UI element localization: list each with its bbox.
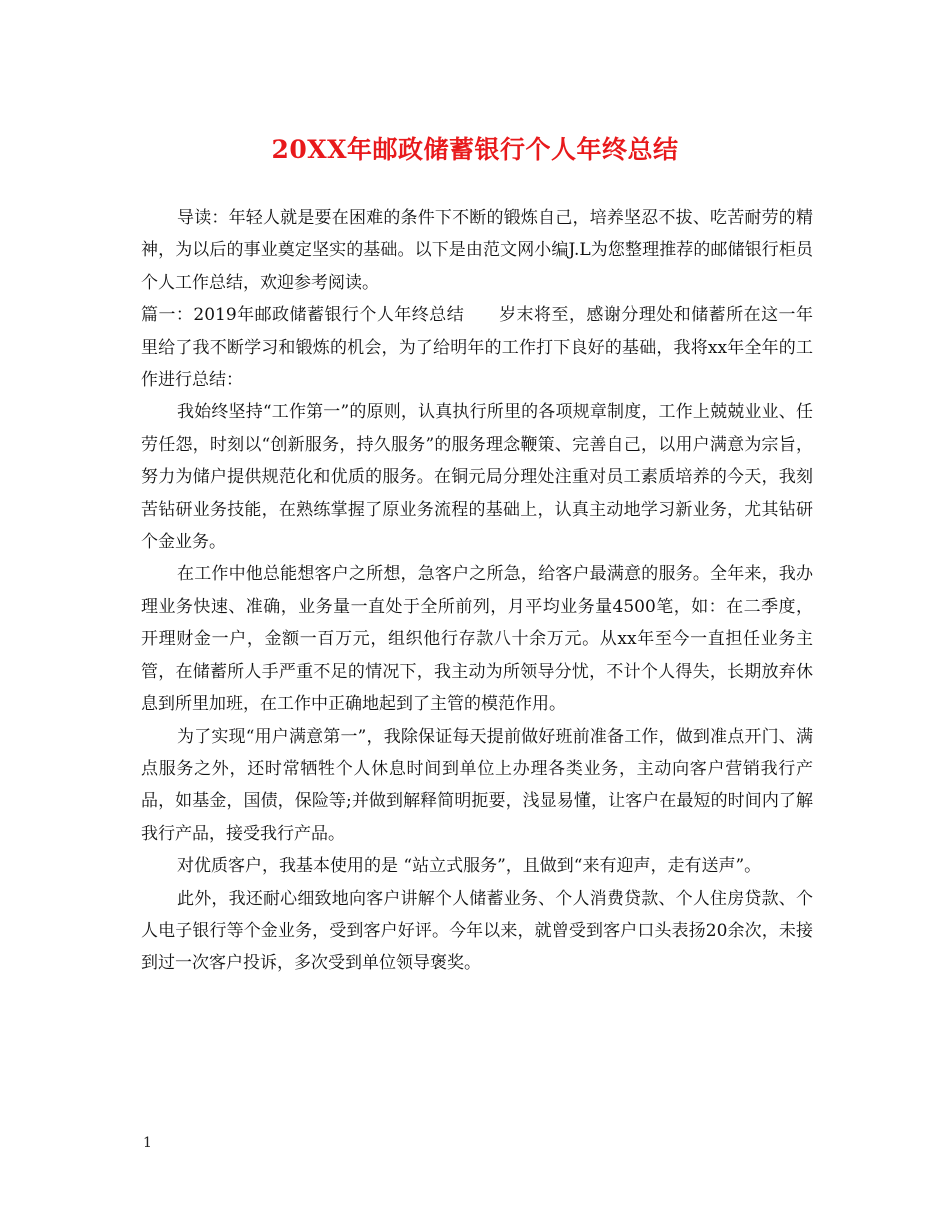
document-body <box>141 202 813 980</box>
body-paragraph: 对优质客户，我基本使用的是 “站立式服务”，且做到“来有迎声，走有送声”。 <box>177 856 762 877</box>
page-number: 1 <box>143 1135 152 1151</box>
body-paragraph: 为了实现“用户满意第一”，我除保证每天提前做好班前准备工作，做到准点开门、满点服务之外，还时常牺牲个人休息时间到单位上办理各类业务，主动向客户营销我行产品，如基金，国债，保险等;并做到解释简明扼要，浅显易懂，让客户在最短的时间内了解我行产品，接受我行产品。 <box>141 726 813 844</box>
document-title: 20XX年邮政储蓄银行个人年终总结 <box>271 135 679 164</box>
section-one-paragraph: 篇一：2019年邮政储蓄银行个人年终总结 岁末将至，感谢分理处和储蓄所在这一年里给了我不断学习和锻炼的机会，为了给明年的工作打下良好的基础，我将xx年全年的工作进行总结： <box>141 305 813 391</box>
body-paragraph: 在工作中他总能想客户之所想，急客户之所急，给客户最满意的服务。全年来，我办理业务快速、准确，业务量一直处于全所前列，月平均业务量4500笔，如：在二季度，开理财金一户，金额一百万元，组织他行存款八十余万元。从xx年至今一直担任业务主管，在储蓄所人手严重不足的情况下，我主动为所领导分忧，不计个人得失，长期放弃休息到所里加班，在工作中正确地起到了主管的模范作用。 <box>141 564 813 715</box>
body-paragraph: 我始终坚持“工作第一”的原则，认真执行所里的各项规章制度，工作上兢兢业业、任劳任怨，时刻以“创新服务，持久服务”的服务理念鞭策、完善自己，以用户满意为宗旨，努力为储户提供规范化和优质的服务。在铜元局分理处注重对员工素质培养的今天，我刻苦钻研业务技能，在熟练掌握了原业务流程的基础上，认真主动地学习新业务，尤其钻研个金业务。 <box>141 402 813 553</box>
body-paragraph: 此外，我还耐心细致地向客户讲解个人储蓄业务、个人消费贷款、个人住房贷款、个人电子银行等个金业务，受到客户好评。今年以来，就曾受到客户口头表扬20余次，未接到过一次客户投诉，多次受到单位领导褒奖。 <box>141 888 813 974</box>
intro-paragraph: 导读：年轻人就是要在困难的条件下不断的锻炼自己，培养坚忍不拔、吃苦耐劳的精神，为以后的事业奠定坚实的基础。以下是由范文网小编J.L为您整理推荐的邮储银行柜员个人工作总结，欢迎参考阅读。 <box>141 208 813 293</box>
